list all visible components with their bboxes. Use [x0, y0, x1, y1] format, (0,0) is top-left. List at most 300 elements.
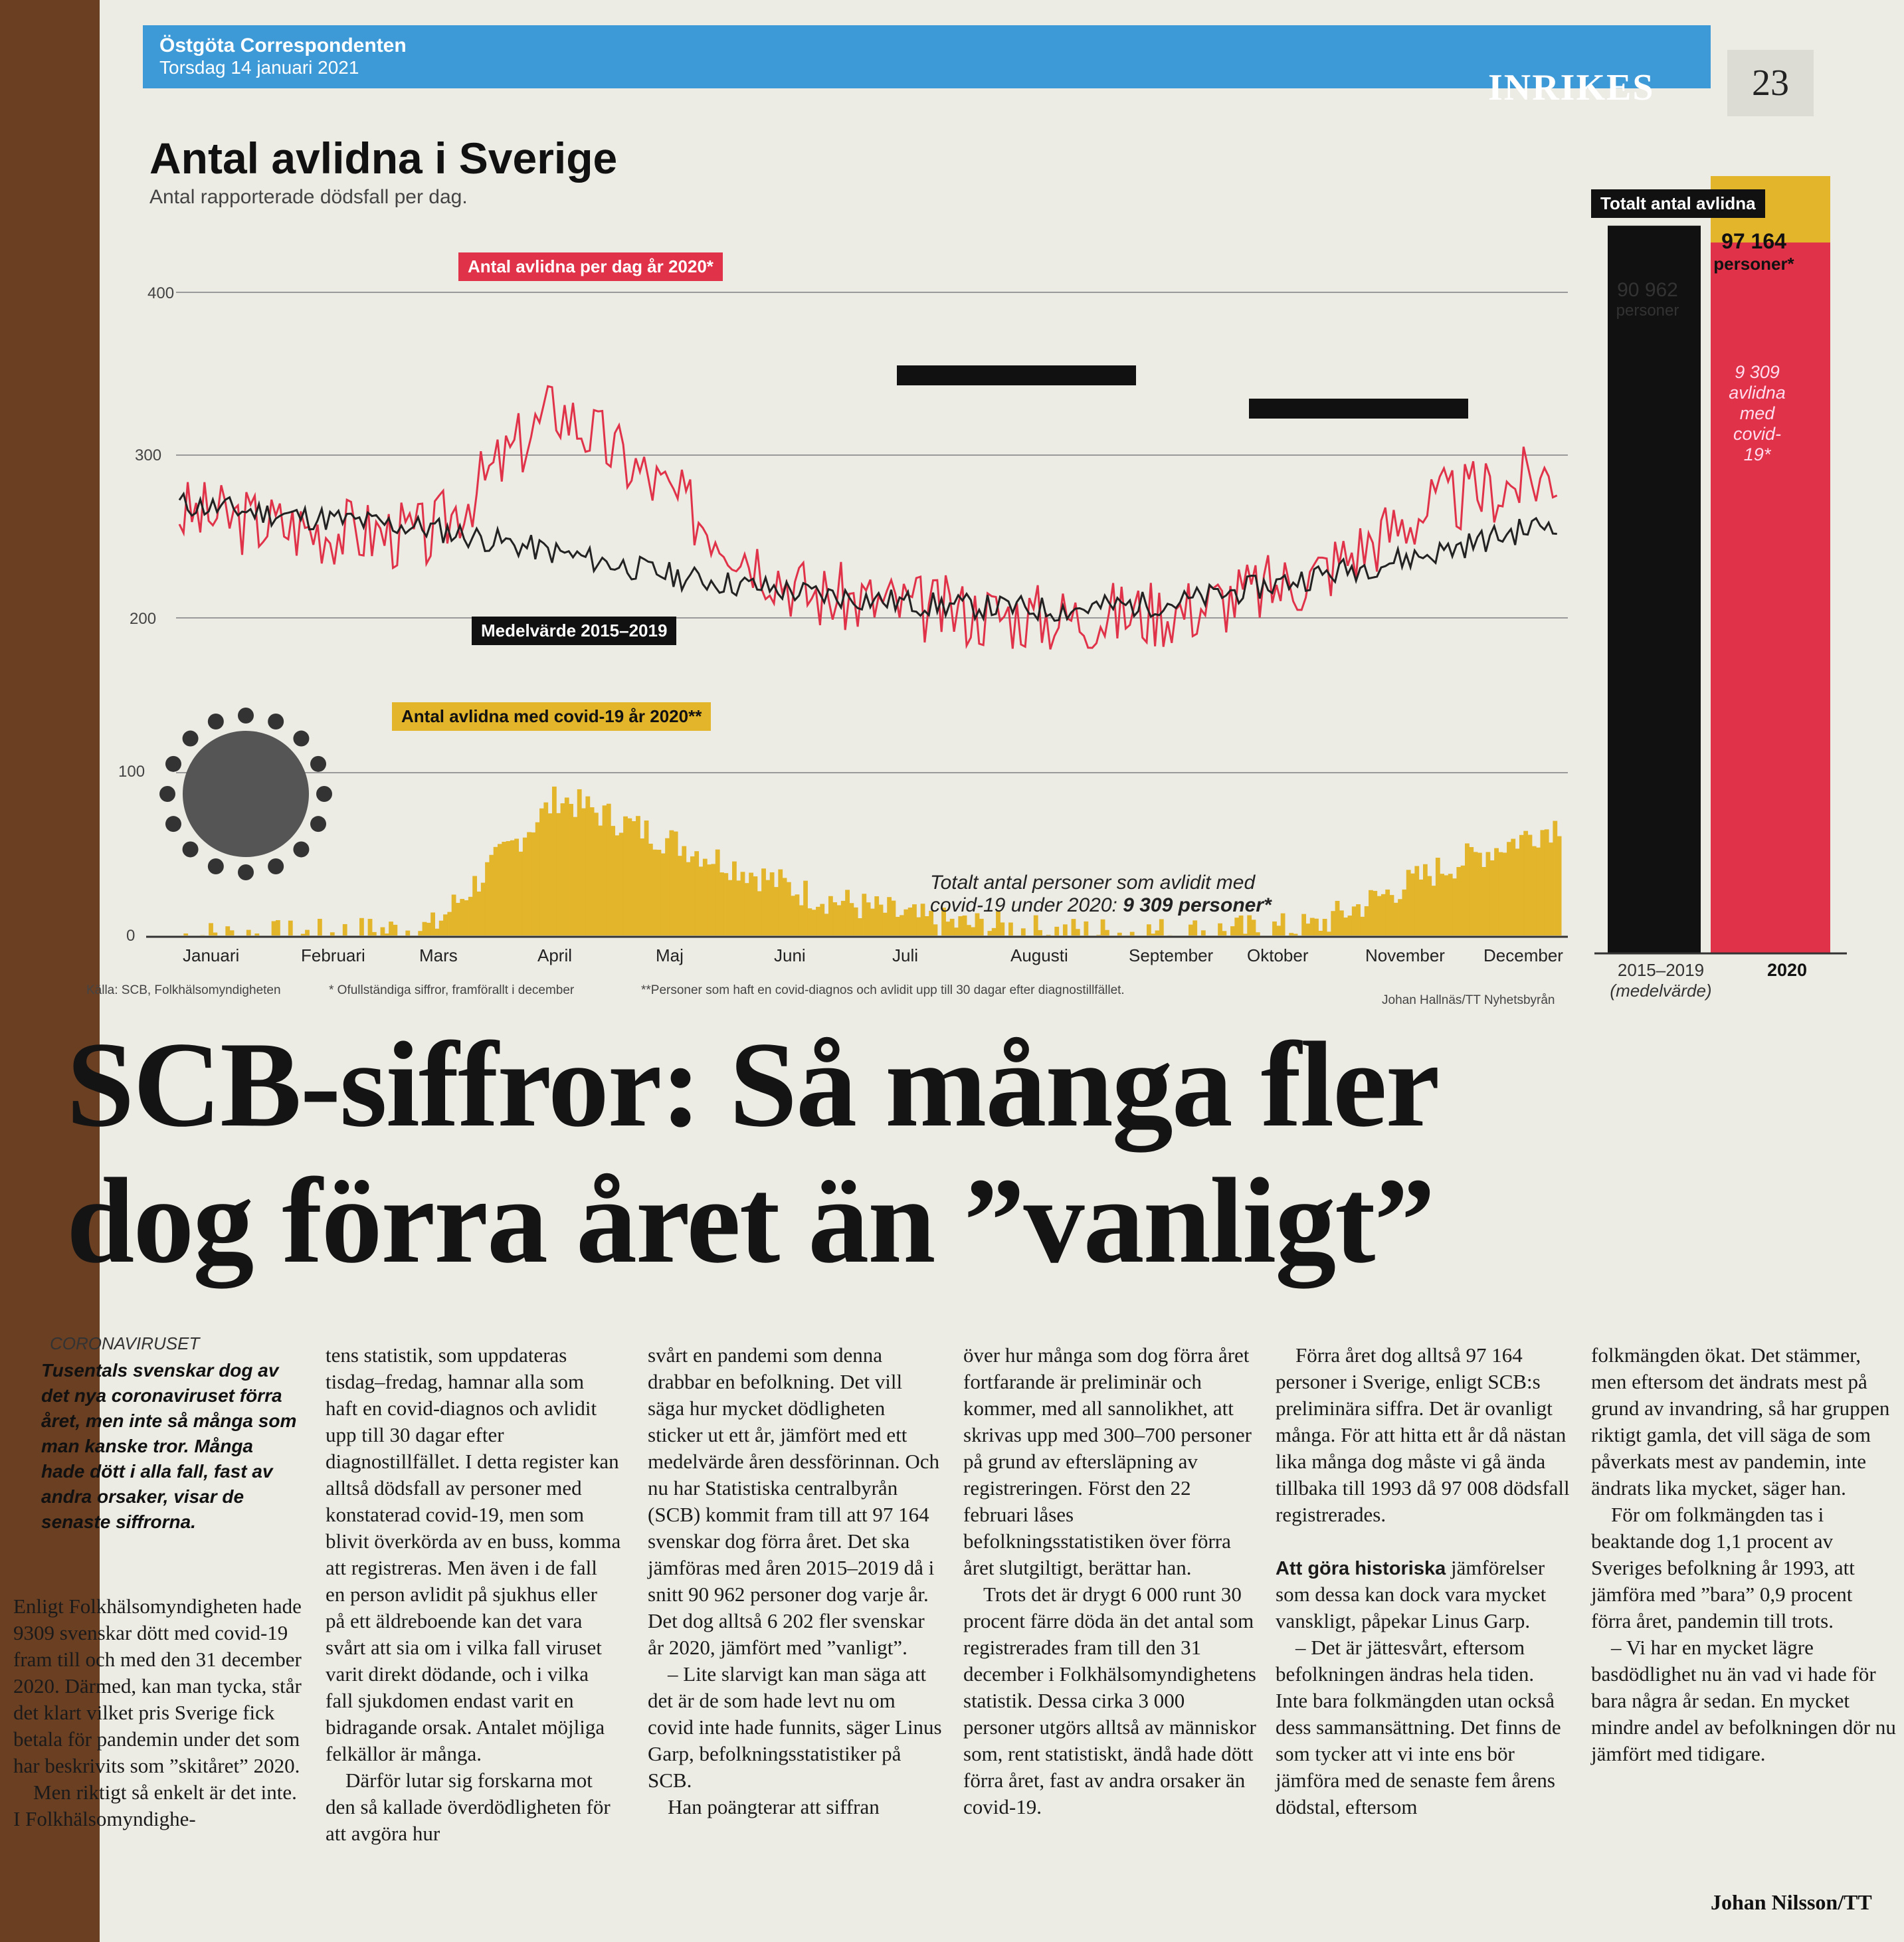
x-tick-januari: Januari	[183, 945, 240, 965]
covid-day-bar	[992, 928, 997, 935]
covid-day-bar	[1365, 906, 1369, 935]
covid-day-bar	[372, 932, 377, 935]
covid-day-bar	[963, 916, 967, 935]
covid-day-bar	[828, 896, 833, 935]
bar-2020-covid	[1711, 243, 1830, 953]
covid-day-bar	[657, 850, 662, 935]
covid-day-bar	[892, 901, 896, 935]
covid-day-bar	[958, 916, 963, 935]
ingress: Tusentals svenskar dog av det nya coronaviruset förra året, men inte så många som man kanske tror. Många hade dött i alla fall, fast av andra orsaker, visar de senaste siffrorna.	[41, 1360, 297, 1532]
covid-day-bar	[1423, 864, 1428, 935]
covid-day-bar	[1427, 876, 1432, 935]
virus-spike	[238, 864, 254, 880]
covid-day-bar	[874, 896, 879, 935]
virus-spike	[293, 731, 309, 747]
covid-day-bar	[787, 882, 791, 935]
page-number: 23	[1727, 50, 1814, 116]
covid-day-bar	[1474, 852, 1478, 935]
covid-day-bar	[900, 915, 904, 935]
covid-day-bar	[1461, 866, 1466, 935]
x-tick-augusti: Augusti	[1010, 945, 1068, 965]
covid-day-bar	[1494, 848, 1499, 935]
covid-day-bar	[1503, 852, 1507, 935]
covid-day-bar	[1498, 852, 1503, 935]
covid-day-bar	[774, 887, 779, 935]
covid-day-bar	[1327, 931, 1331, 935]
covid-day-bar	[1339, 910, 1344, 935]
covid-day-bar	[607, 804, 611, 935]
covid-day-bar	[430, 912, 435, 935]
covid-day-bar	[1076, 929, 1080, 935]
covid-day-bar	[879, 905, 884, 935]
covid-day-bar	[1239, 916, 1244, 935]
covid-day-bar	[745, 883, 749, 935]
covid-day-bar	[1247, 916, 1252, 935]
covid-day-bar	[912, 904, 917, 935]
covid-day-bar	[1436, 858, 1440, 935]
covid-day-bar	[908, 908, 913, 935]
covid-day-bar	[1515, 848, 1520, 935]
covid-day-bar	[615, 835, 620, 935]
covid-day-bar	[1159, 919, 1164, 935]
virus-spike	[238, 708, 254, 724]
covid-day-bar	[1289, 933, 1293, 935]
covid-day-bar	[690, 856, 695, 935]
covid-day-bar	[502, 842, 506, 935]
covid-day-bar	[477, 892, 482, 935]
graphic-credit: Johan Hallnäs/TT Nyhetsbyrån	[1382, 993, 1555, 1007]
byline: Johan Nilsson/TT	[1711, 1890, 1872, 1914]
covid-day-bar	[498, 844, 502, 935]
covid-day-bar	[1356, 904, 1361, 935]
x-tick-maj: Maj	[656, 945, 684, 965]
covid-day-bar	[757, 891, 762, 935]
covid-day-bar	[849, 903, 854, 935]
covid-day-bar	[276, 920, 280, 935]
covid-day-bar	[594, 813, 599, 935]
covid-day-bar	[301, 934, 306, 935]
covid-day-bar	[644, 821, 649, 935]
covid-day-bar	[736, 880, 741, 935]
covid-day-bar	[1063, 924, 1068, 935]
covid-day-bar	[1532, 846, 1537, 935]
covid-day-bar	[648, 844, 653, 935]
covid-day-bar	[1201, 930, 1206, 935]
covid-day-bar	[824, 914, 829, 935]
covid-day-bar	[565, 797, 569, 935]
covid-day-bar	[213, 933, 217, 935]
covid-day-bar	[548, 813, 553, 935]
covid-day-bar	[577, 789, 582, 935]
covid-day-bar	[585, 797, 590, 935]
x-tick-oktober: Oktober	[1247, 945, 1309, 965]
covid-day-bar	[1528, 835, 1533, 935]
covid-day-bar	[1519, 835, 1524, 935]
covid-day-bar	[887, 897, 892, 935]
article-column-4: över hur många som dog förra året fortfarande är preliminär och kommer, med all sannolikhet, att skrivas upp med 300–700 personer på grund av eftersläpning av registreringen. Först den 22 februari låses befolkningsstatistiken över förra året slutgiltigt, berättar han. Trots det är drygt 6 000 runt 30 procent färre döda än det antal som registrerades fram till den 31 december i Folkhälsomyndighetens statistik. Dessa cirka 3 000 personer utgörs alltså av människor som, rent statistiskt, ändå hade dött förra året, fast av andra orsaker än covid-19.	[963, 1343, 1256, 1818]
covid-day-bar	[925, 916, 929, 935]
covid-day-bar	[1021, 928, 1026, 935]
graphic-subtitle: Antal rapporterade dödsfall per dag.	[149, 186, 468, 208]
bar-2020-total: 97 164 personer*	[1713, 229, 1794, 274]
covid-day-bar	[1318, 931, 1323, 935]
covid-day-bar	[1335, 901, 1340, 935]
article-column-2: tens statistik, som uppdateras tisdag–fredag, hamnar alla som haft en covid-diagnos och avlidit upp till 30 dagar efter diagnostillfället. I detta register kan alltså dödsfall av personer med konstaterad covid-19, men som blivit överkörda av en buss, komma att registreras. Men även i de fall en person avlidit på sjukhus eller på ett äldreboende kan det vara svårt att sia om i vilka fall viruset varit direkt dödande, och i vilka fall sjukdomen endast varit en bidragande orsak. Antalet möjliga felkällor är många. Därför lutar sig forskarna mot den så kallade överdödligheten för att avgöra hur	[326, 1343, 621, 1845]
covid-day-bar	[506, 841, 511, 935]
covid-day-bar	[418, 931, 423, 935]
covid-day-bar	[1432, 886, 1436, 935]
covid-day-bar	[472, 876, 477, 935]
covid-day-bar	[1440, 874, 1444, 935]
covid-total-note: Totalt antal personer som avlidit med covid-19 under 2020: 9 309 personer*	[930, 872, 1272, 916]
x-tick-juni: Juni	[774, 945, 806, 965]
covid-day-bar	[661, 853, 666, 935]
covid-day-bar	[1084, 922, 1088, 935]
covid-day-bar	[1406, 870, 1411, 935]
covid-day-bar	[1256, 932, 1260, 935]
redacted-block	[1249, 399, 1468, 419]
covid-day-bar	[883, 913, 888, 935]
covid-day-bar	[1456, 867, 1461, 935]
covid-day-bar	[1549, 842, 1553, 935]
covid-day-bar	[460, 899, 464, 935]
covid-day-bar	[1222, 931, 1226, 935]
x-tick-december: December	[1483, 945, 1563, 965]
covid-day-bar	[452, 895, 456, 935]
covid-day-bar	[791, 896, 795, 935]
covid-day-bar	[381, 927, 385, 935]
covid-day-bar	[1343, 918, 1348, 935]
covid-day-bar	[832, 902, 837, 935]
covid-day-bar	[652, 850, 657, 935]
covid-day-bar	[686, 862, 691, 935]
covid-day-bar	[443, 914, 448, 935]
covid-day-bar	[950, 919, 955, 935]
covid-day-bar	[385, 933, 389, 935]
covid-day-bar	[732, 862, 737, 935]
covid-day-bar	[967, 925, 971, 935]
covid-day-bar	[535, 823, 540, 935]
covid-day-bar	[1523, 831, 1528, 935]
covid-day-bar	[1306, 923, 1311, 935]
covid-day-bar	[916, 918, 921, 935]
covid-day-bar	[510, 840, 515, 935]
y-tick-400: 400	[147, 284, 175, 302]
covid-day-bar	[1444, 875, 1449, 935]
covid-day-bar	[665, 838, 670, 935]
covid-day-bar	[1465, 843, 1470, 935]
covid-day-bar	[761, 868, 766, 935]
covid-day-bar	[1314, 919, 1319, 935]
covid-day-bar	[711, 864, 715, 935]
covid-day-bar	[343, 924, 347, 935]
covid-day-bar	[1394, 903, 1398, 935]
covid-day-bar	[707, 864, 712, 935]
covid-day-bar	[1486, 852, 1491, 935]
covid-day-bar	[845, 890, 850, 935]
covid-day-bar	[183, 933, 188, 935]
covid-day-bar	[359, 918, 364, 935]
footnote-2: **Personer som haft en covid-diagnos och avlidit upp till 30 dagar efter diagnostillfället.	[641, 983, 1125, 997]
covid-day-bar	[816, 907, 820, 935]
covid-day-bar	[561, 803, 565, 935]
covid-day-bar	[1373, 891, 1377, 935]
covid-day-bar	[678, 856, 682, 935]
covid-day-bar	[866, 902, 871, 935]
covid-day-bar	[1348, 916, 1353, 935]
covid-day-bar	[1101, 920, 1105, 935]
covid-day-bar	[439, 921, 444, 935]
covid-day-bar	[209, 923, 213, 935]
covid-day-bar	[1360, 917, 1365, 935]
covid-day-bar	[719, 872, 724, 935]
issue-date: Torsdag 14 januari 2021	[159, 57, 359, 78]
covid-day-bar	[1536, 848, 1541, 935]
virus-spike	[293, 841, 309, 857]
virus-body	[183, 731, 309, 857]
article-column-6: folkmängden ökat. Det stämmer, men eftersom det ändrats mest på grund av invandring, så har gruppen riktigt gamla, det vill säga de som påverkats mest av pandemin, inte ändrats lika mycket, säger han. För om folkmängden tas i beaktande dog 1,1 procent av Sveriges befolkning år 1993, att jämföra med ”bara” 0,9 procent förra året, pandemin till trots. – Vi har en mycket lägre basdödlighet nu än vad vi hade för bara några år sedan. En mycket mindre andel av befolkningen dör nu jämfört med tidigare.	[1591, 1343, 1896, 1765]
covid-day-bar	[640, 838, 644, 935]
covid-day-bar	[230, 930, 235, 935]
covid-day-bar	[619, 832, 624, 935]
covid-day-bar	[1323, 919, 1327, 935]
covid-day-bar	[1189, 925, 1193, 935]
covid-day-bar	[1192, 920, 1197, 935]
article-column-5: Förra året dog alltså 97 164 personer i Sverige, enligt SCB:s preliminära siffra. Det är ovanligt många. För att hitta ett år då nästan lika många dog måste vi gå ända tillbaka till 1993 då 97 008 dödsfall registrerades. Att göra historiska jämförelser som dessa kan dock vara mycket vanskligt, påpekar Linus Garp. – Det är jättesvårt, eftersom befolkningen ändras hela tiden. Inte bara folkmängden utan också dess sammansättning. Det finns de som tycker att vi inte ens bör jämföra med de senaste fem årens dödstal, eftersom	[1276, 1343, 1570, 1818]
covid-day-bar	[1398, 899, 1402, 935]
virus-spike	[183, 731, 199, 747]
covid-day-bar	[837, 905, 842, 935]
graphic-title: Antal avlidna i Sverige	[149, 134, 618, 183]
covid-day-bar	[703, 859, 708, 935]
covid-day-bar	[636, 816, 640, 935]
covid-day-bar	[954, 927, 959, 935]
covid-day-bar	[1557, 836, 1562, 935]
covid-day-bar	[1243, 933, 1248, 935]
covid-day-bar	[1452, 878, 1457, 935]
covid-day-bar	[1377, 896, 1382, 935]
covid-day-bar	[1155, 930, 1160, 935]
covid-day-bar	[539, 809, 544, 935]
virus-spike	[183, 841, 199, 857]
virus-spike	[159, 786, 175, 802]
covid-day-bar	[527, 832, 531, 935]
covid-day-bar	[979, 919, 984, 935]
covid-day-bar	[896, 917, 900, 935]
covid-day-bar	[611, 826, 615, 935]
covid-day-bar	[1507, 842, 1511, 935]
covid-day-bar	[1390, 895, 1394, 935]
covid-day-bar	[682, 846, 686, 935]
covid-day-bar	[1481, 867, 1486, 935]
covid-day-bar	[807, 908, 812, 935]
covid-day-bar	[1540, 830, 1545, 935]
covid-day-bar	[1310, 918, 1315, 935]
covid-day-bar	[783, 878, 787, 935]
covid-day-bar	[778, 870, 783, 935]
virus-spike	[268, 714, 284, 729]
covid-day-bar	[1000, 922, 1004, 935]
covid-day-bar	[598, 826, 603, 935]
covid-day-bar	[971, 927, 975, 935]
covid-day-bar	[674, 832, 678, 935]
section-title: INRIKES	[1488, 67, 1655, 108]
covid-day-bar	[368, 919, 373, 935]
covid-day-bar	[933, 924, 938, 935]
covid-day-bar	[489, 855, 494, 935]
coronavirus-illustration	[159, 708, 332, 880]
covid-day-bar	[573, 817, 577, 935]
covid-day-bar	[854, 908, 858, 935]
covid-day-bar	[1490, 860, 1495, 935]
y-tick-300: 300	[135, 446, 162, 464]
covid-day-bar	[1117, 933, 1122, 935]
covid-day-bar	[1469, 847, 1474, 935]
covid-day-bar	[389, 922, 393, 935]
covid-day-bar	[1072, 919, 1076, 935]
covid-day-bar	[1381, 894, 1386, 935]
covid-day-bar	[1352, 906, 1357, 935]
virus-spike	[268, 858, 284, 874]
covid-day-bar	[523, 838, 527, 935]
covid-day-bar	[1151, 933, 1155, 935]
covid-day-bar	[870, 909, 875, 935]
covid-day-bar	[741, 872, 745, 935]
covid-day-bar	[1385, 890, 1390, 935]
paper-name: Östgöta Correspondenten	[159, 35, 407, 56]
covid-day-bar	[494, 847, 498, 935]
covid-day-bar	[1448, 874, 1453, 935]
covid-day-bar	[1410, 874, 1415, 935]
covid-day-bar	[987, 931, 992, 935]
covid-day-bar	[1252, 920, 1256, 935]
covid-day-bar	[225, 926, 230, 935]
covid-day-bar	[1301, 914, 1306, 935]
label-covid: Antal avlidna med covid-19 år 2020**	[392, 702, 711, 731]
redacted-block	[897, 365, 1136, 385]
x-tick-juli: Juli	[892, 945, 919, 965]
covid-day-bar	[795, 894, 800, 935]
covid-day-bar	[1038, 930, 1042, 935]
bar-covid-share: 9 309 avlidna med covid-19*	[1729, 362, 1786, 464]
covid-day-bar	[519, 852, 524, 935]
bar-mean	[1608, 226, 1701, 953]
virus-spike	[316, 786, 332, 802]
covid-day-bar	[1276, 925, 1281, 935]
covid-day-bar	[330, 932, 335, 935]
covid-day-bar	[765, 880, 770, 935]
covid-day-bar	[481, 883, 486, 935]
kicker: CORONAVIRUSET	[50, 1333, 200, 1353]
covid-day-bar	[728, 880, 733, 935]
covid-day-bar	[632, 821, 636, 935]
covid-day-bar	[1511, 838, 1515, 935]
covid-day-bar	[552, 787, 557, 935]
covid-day-bar	[858, 918, 862, 935]
covid-day-bar	[1553, 821, 1557, 935]
bar-mean-total: 90 962 personer	[1616, 279, 1679, 320]
virus-spike	[165, 816, 181, 832]
y-tick-0: 0	[126, 927, 136, 945]
covid-day-bar	[1402, 890, 1406, 935]
virus-spike	[310, 756, 326, 772]
covid-day-bar	[1218, 923, 1222, 935]
covid-day-bar	[1130, 932, 1135, 935]
bar-2020-label: 2020	[1766, 960, 1808, 980]
covid-day-bar	[447, 912, 452, 935]
x-tick-november: November	[1365, 945, 1445, 965]
source-note: Källa: SCB, Folkhälsomyndigheten	[86, 983, 281, 997]
label-deaths-2020: Antal avlidna per dag år 2020*	[458, 252, 723, 281]
covid-day-bar	[272, 921, 276, 935]
bar-mean-label: 2015–2019 (medelvärde)	[1610, 960, 1712, 1001]
covid-day-bar	[627, 819, 632, 935]
covid-day-bar	[1293, 934, 1298, 935]
x-tick-april: April	[537, 945, 573, 965]
series-line-2020	[179, 386, 1557, 649]
covid-day-bar	[1008, 923, 1013, 935]
covid-day-bar	[669, 830, 674, 935]
article-column-3: svårt en pandemi som denna drabbar en befolkning. Det vill säga hur mycket dödligheten sticker ut ett år, jämfört med ett medelvärde åren dessförinnan. Och nu har Statistiska centralbyrån (SCB) kommit fram till att 97 164 svenskar dog förra året. Det ska jämföras med åren 2015–2019 då i snitt 90 962 personer dog varje år. Det dog alltså 6 202 fler svenskar år 2020, jämfört med ”vanligt”. – Lite slarvigt kan man säga att det är de som hade levt nu om covid inte hade funnits, säger Linus Garp, befolkningsstatistiker på SCB. Han poängterar att siffran	[648, 1343, 942, 1818]
covid-day-bar	[862, 894, 866, 935]
x-tick-februari: Februari	[301, 945, 365, 965]
covid-day-bar	[1147, 924, 1151, 935]
covid-day-bar	[820, 904, 824, 935]
covid-day-bar	[318, 919, 322, 935]
covid-day-bar	[1034, 916, 1038, 935]
covid-day-bar	[288, 921, 293, 935]
label-mean: Medelvärde 2015–2019	[472, 617, 676, 645]
covid-day-bar	[1419, 880, 1424, 935]
article-column-1: Enligt Folkhälsomyndigheten hade 9309 svenskar dött med covid-19 fram till och med den 31 december 2020. Därmed, kan man tycka, står det klart vilket pris Sverige fick betala för pandemin under det som har beskrivits som ”skitåret” 2020. Men riktigt så enkelt är det inte. I Folkhälsomyndighe-	[13, 1595, 302, 1830]
virus-spike	[208, 714, 224, 729]
x-tick-mars: Mars	[419, 945, 458, 965]
covid-day-bar	[254, 933, 259, 935]
covid-day-bar	[485, 862, 490, 935]
covid-day-bar	[543, 803, 548, 935]
covid-day-bar	[1230, 926, 1235, 935]
covid-day-bar	[393, 925, 397, 935]
covid-day-bar	[1054, 927, 1059, 935]
covid-day-bar	[514, 838, 519, 935]
headline: SCB-siffror: Så många fler dog förra året än ”vanligt”	[66, 1017, 1439, 1288]
covid-day-bar	[531, 832, 535, 935]
covid-day-bar	[1545, 829, 1549, 935]
y-tick-200: 200	[130, 610, 157, 628]
covid-day-bar	[799, 906, 804, 935]
virus-spike	[310, 816, 326, 832]
covid-day-bar	[945, 922, 950, 935]
x-tick-september: September	[1129, 945, 1214, 965]
covid-day-bar	[753, 876, 758, 935]
subheading: Att göra historiska	[1276, 1558, 1446, 1579]
covid-day-bar	[427, 923, 431, 935]
covid-day-bar	[581, 809, 586, 935]
covid-day-bar	[723, 873, 728, 935]
covid-day-bar	[456, 903, 460, 935]
y-tick-100: 100	[118, 763, 145, 781]
covid-day-bar	[699, 866, 704, 935]
covid-day-bar	[803, 881, 808, 935]
covid-day-bar	[770, 872, 775, 935]
covid-day-bar	[921, 904, 925, 935]
covid-day-bar	[468, 897, 473, 935]
covid-day-bar	[464, 900, 469, 935]
covid-day-bar	[305, 930, 310, 935]
covid-day-bar	[841, 901, 846, 935]
covid-day-bar	[1331, 911, 1335, 935]
covid-day-bar	[423, 922, 427, 935]
